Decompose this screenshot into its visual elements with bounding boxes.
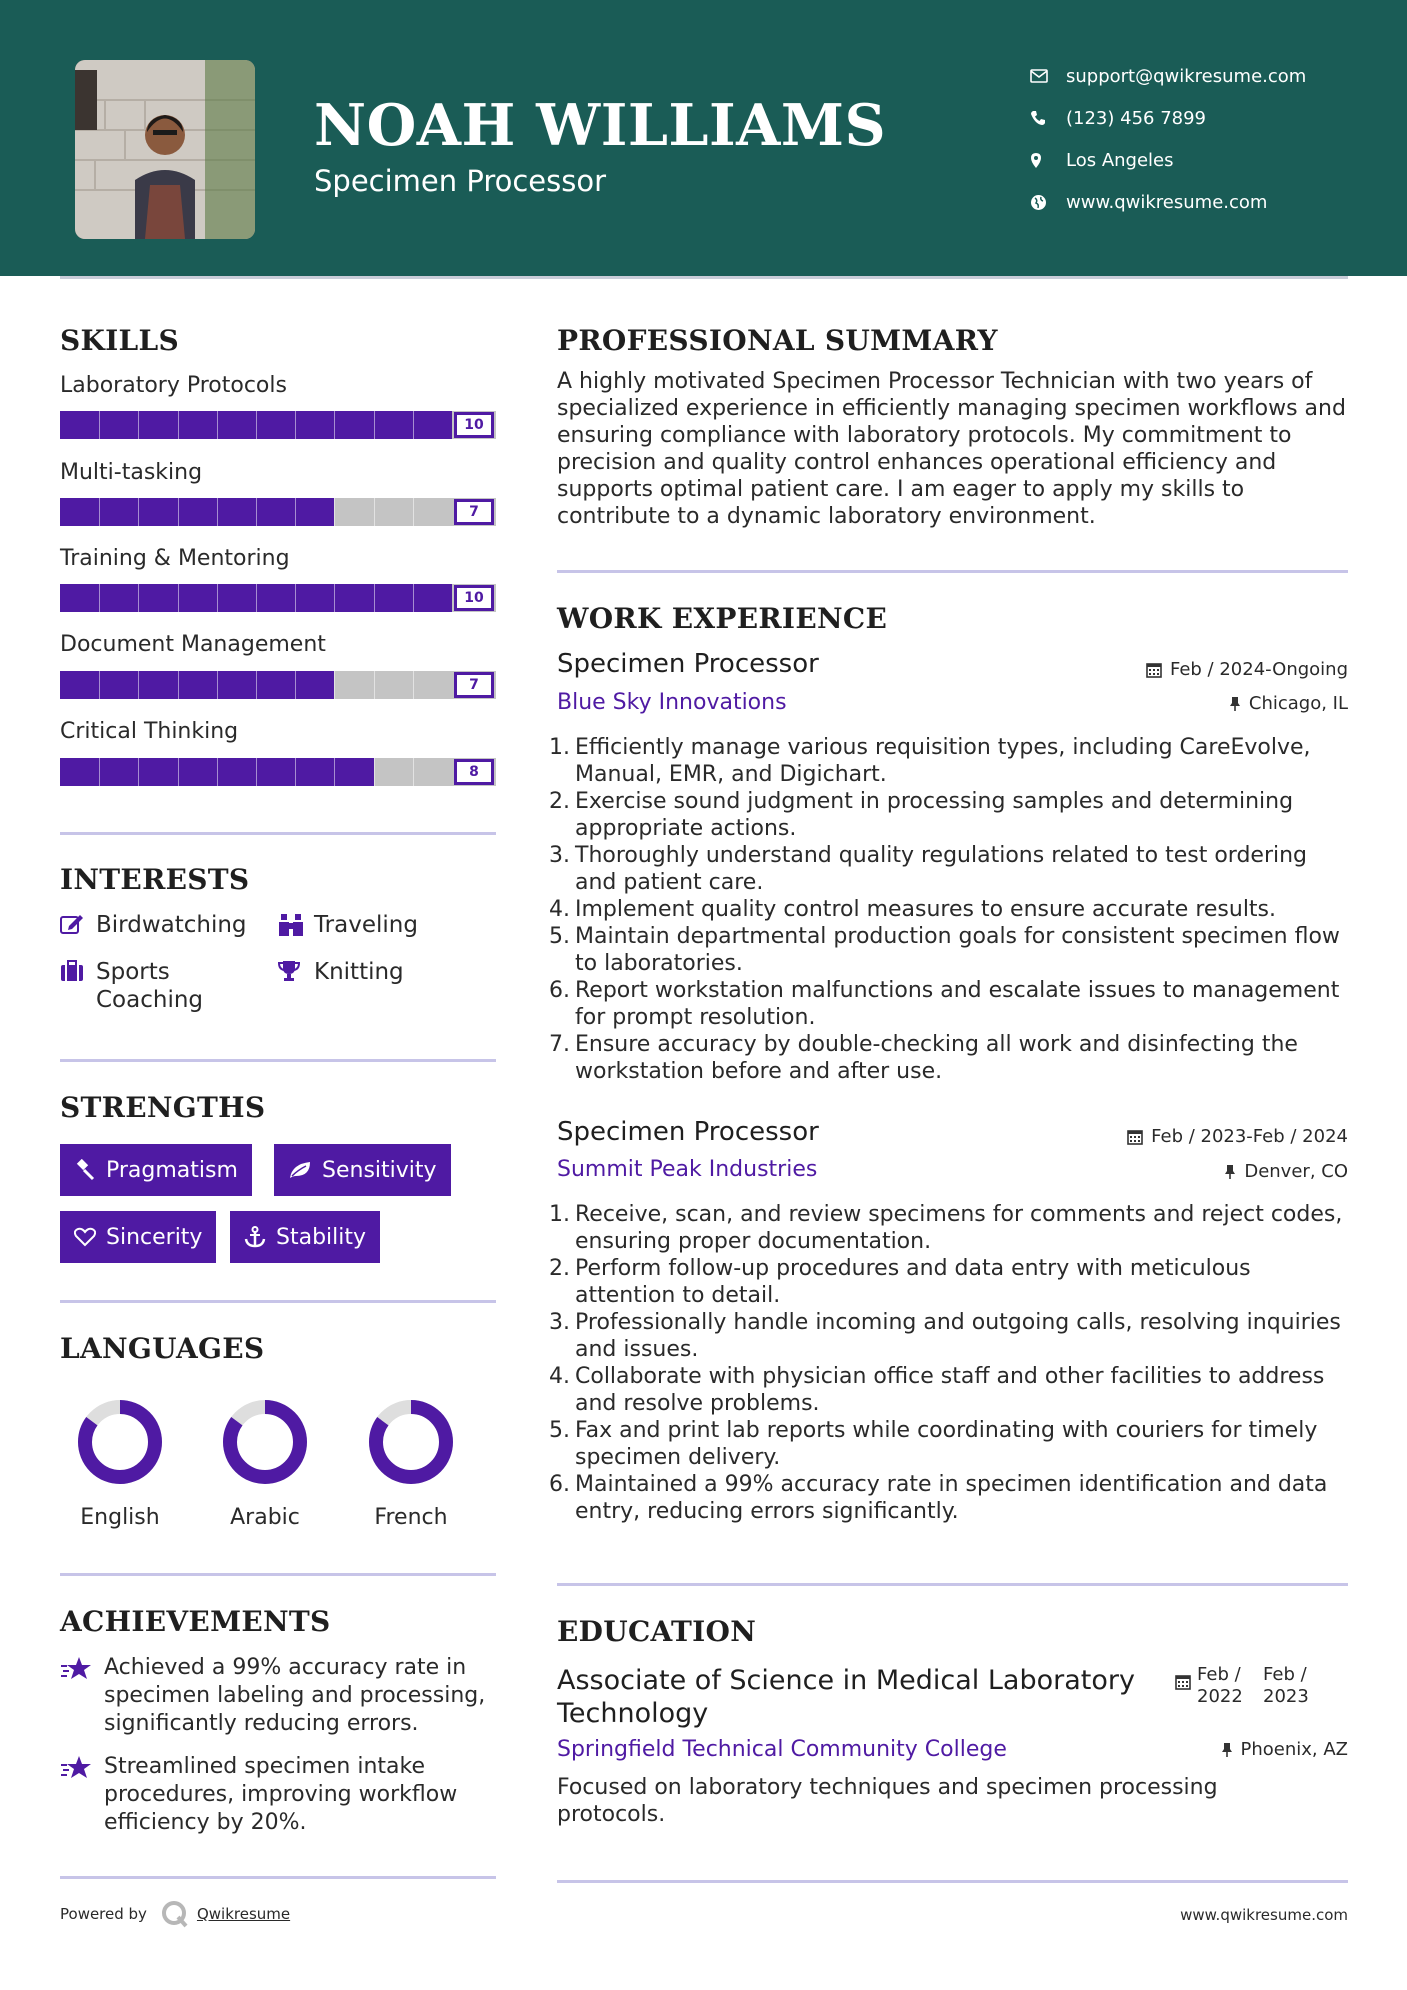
skill-bar-segment	[413, 758, 414, 786]
contact-phone-text: (123) 456 7899	[1066, 107, 1207, 129]
contact-location-text: Los Angeles	[1066, 149, 1174, 171]
bullet-text: Efficiently manage various requisition types, including CareEvolve, Manual, EMR, and Digichart.	[575, 735, 1311, 787]
interest-item	[278, 911, 418, 943]
company-name: Summit Peak Industries	[557, 1157, 818, 1182]
skill-bar-segment	[374, 671, 375, 699]
bullet-text: Receive, scan, and review specimens for comments and reject codes, ensuring proper documentation.	[575, 1202, 1343, 1254]
skill-bar-segment	[374, 411, 375, 439]
skill-level-badge: 7	[454, 672, 494, 698]
bullet-text: Report workstation malfunctions and escalate issues to management for prompt resolution.	[575, 978, 1340, 1030]
section-divider	[60, 1573, 496, 1576]
job-bullets	[549, 1201, 1349, 1525]
edit-icon	[60, 911, 96, 941]
strength-label: Stability	[276, 1224, 367, 1250]
skill-bar-segment	[138, 671, 139, 699]
achievement-item	[60, 1654, 500, 1738]
contact-list	[1030, 55, 1306, 223]
skill-bar-segment	[178, 671, 179, 699]
skill-bar-segment	[334, 498, 335, 526]
language-item	[215, 1397, 315, 1530]
strength-pill	[60, 1144, 252, 1196]
skill-bar-segment	[99, 498, 100, 526]
skill-bar-segment	[256, 498, 257, 526]
education-dates	[1175, 1664, 1319, 1708]
pushpin-icon	[1221, 1742, 1233, 1758]
briefcase-icon	[60, 958, 96, 988]
section-divider	[557, 1583, 1348, 1586]
bullet-text: Thoroughly understand quality regulations related to test ordering and patient care.	[575, 843, 1308, 895]
list-item: 6. Report workstation malfunctions and escalate issues to management for prompt resolution.	[549, 977, 1349, 1031]
education-date-start: Feb / 2022	[1197, 1664, 1243, 1707]
interest-item	[278, 958, 404, 988]
list-item: 1. Efficiently manage various requisition types, including CareEvolve, Manual, EMR, and Digichart.	[549, 734, 1349, 788]
language-donut	[75, 1397, 165, 1487]
skill-bar-segment	[138, 758, 139, 786]
language-label: French	[374, 1505, 448, 1530]
strength-label: Pragmatism	[106, 1157, 238, 1183]
strength-label: Sincerity	[106, 1224, 203, 1250]
trophy-icon	[278, 958, 314, 988]
language-item	[70, 1397, 170, 1530]
skill-label: Document Management	[60, 632, 326, 657]
degree-title: Associate of Science in Medical Laboratory Technology	[557, 1665, 1135, 1729]
achievements-title: ACHIEVEMENTS	[60, 1605, 331, 1638]
achievement-item	[60, 1753, 500, 1837]
bullet-text: Implement quality control measures to ensure accurate results.	[575, 897, 1277, 922]
skill-bar	[60, 671, 496, 699]
skill-bar-segment	[413, 498, 414, 526]
list-item: 4. Implement quality control measures to ensure accurate results.	[549, 897, 1277, 922]
skill-bar-segment	[217, 498, 218, 526]
skill-level-badge: 10	[454, 412, 494, 438]
languages-title: LANGUAGES	[60, 1332, 265, 1365]
skill-bar-segment	[334, 411, 335, 439]
star-icon	[60, 1753, 104, 1837]
footer-url[interactable]: www.qwikresume.com	[1180, 1906, 1348, 1924]
list-item: 2. Exercise sound judgment in processing samples and determining appropriate actions.	[549, 788, 1349, 842]
qwikresume-logo-icon	[161, 1900, 189, 1928]
skill-bar-fill	[60, 498, 334, 526]
job-location	[1229, 693, 1348, 714]
bullet-text: Perform follow-up procedures and data entry with meticulous attention to detail.	[575, 1256, 1251, 1308]
strength-label: Sensitivity	[322, 1157, 437, 1183]
strength-pill	[230, 1211, 380, 1263]
skill-bar-segment	[217, 584, 218, 612]
map-pin-icon	[1030, 152, 1066, 169]
list-item: 2. Perform follow-up procedures and data entry with meticulous attention to detail.	[549, 1255, 1349, 1309]
strength-pill	[274, 1144, 451, 1196]
skill-bar-segment	[413, 671, 414, 699]
job-location-text: Chicago, IL	[1248, 693, 1348, 714]
list-item: 4. Collaborate with physician office staff and other facilities to address and resolve problems.	[549, 1363, 1349, 1417]
skill-bar-segment	[138, 584, 139, 612]
list-item: 1. Receive, scan, and review specimens for comments and reject codes, ensuring proper documentation.	[549, 1201, 1349, 1255]
skill-bar-segment	[178, 411, 179, 439]
candidate-role: Specimen Processor	[314, 164, 607, 198]
section-divider	[60, 1059, 496, 1062]
skill-label: Multi-tasking	[60, 460, 203, 485]
interest-label: Birdwatching	[96, 912, 247, 938]
skill-bar-segment	[374, 584, 375, 612]
phone-icon	[1030, 110, 1066, 126]
education-date-end: Feb / 2023	[1263, 1664, 1309, 1707]
section-divider	[557, 570, 1348, 573]
contact-website-text: www.qwikresume.com	[1066, 191, 1268, 213]
job-dates-text: Feb / 2024-Ongoing	[1169, 659, 1348, 680]
skill-bar-segment	[217, 411, 218, 439]
job-bullets	[549, 734, 1349, 1085]
list-item: 5. Maintain departmental production goals for consistent specimen flow to laboratories.	[549, 923, 1349, 977]
summary-text: A highly motivated Specimen Processor Technician with two years of specialized experience in efficiently managing specimen workflows and ensuring compliance with laboratory protocols. My commitment to precision and quality control enhances operational efficiency and supports optimal patient care. I am eager to apply my skills to contribute to a dynamic laboratory environment.	[557, 369, 1346, 529]
skill-bar	[60, 758, 496, 786]
section-divider	[60, 1876, 496, 1879]
leaf-icon	[288, 1160, 312, 1180]
header-divider	[60, 276, 1348, 279]
binoculars-icon	[278, 911, 314, 943]
language-donut	[220, 1397, 310, 1487]
skill-bar-segment	[334, 671, 335, 699]
list-item: 5. Fax and print lab reports while coordinating with couriers for timely specimen delivery.	[549, 1417, 1349, 1471]
bullet-text: Professionally handle incoming and outgoing calls, resolving inquiries and issues.	[575, 1310, 1341, 1362]
bullet-text: Collaborate with physician office staff and other facilities to address and resolve problems.	[575, 1364, 1325, 1416]
list-item: 3. Thoroughly understand quality regulations related to test ordering and patient care.	[549, 842, 1349, 896]
skill-bar-segment	[295, 584, 296, 612]
job-location	[1224, 1161, 1348, 1182]
section-divider	[60, 832, 496, 835]
company-name: Blue Sky Innovations	[557, 690, 787, 715]
section-divider	[557, 1880, 1348, 1883]
interest-item	[60, 911, 247, 941]
language-label: English	[80, 1505, 160, 1530]
strengths-title: STRENGTHS	[60, 1091, 266, 1124]
skill-bar	[60, 498, 496, 526]
strength-pill	[60, 1211, 216, 1263]
language-label: Arabic	[230, 1505, 300, 1530]
skill-level-badge: 8	[454, 759, 494, 785]
bullet-text: Exercise sound judgment in processing samples and determining appropriate actions.	[575, 789, 1294, 841]
interest-item	[60, 958, 260, 1014]
skill-bar-segment	[217, 758, 218, 786]
achievement-text: Streamlined specimen intake procedures, improving workflow efficiency by 20%.	[104, 1754, 458, 1835]
skill-bar-segment	[256, 671, 257, 699]
gavel-icon	[74, 1159, 96, 1181]
footer-powered-by	[60, 1900, 290, 1928]
skill-bar-segment	[413, 584, 414, 612]
job-location-text: Denver, CO	[1244, 1161, 1348, 1182]
skill-level-badge: 10	[454, 585, 494, 611]
interest-label: Sports Coaching	[96, 959, 204, 1013]
pushpin-icon	[1229, 696, 1241, 712]
job-dates	[1146, 659, 1348, 680]
skill-bar-segment	[374, 498, 375, 526]
globe-icon	[1030, 194, 1066, 211]
job-dates-text: Feb / 2023-Feb / 2024	[1151, 1126, 1348, 1147]
skill-bar-segment	[99, 758, 100, 786]
skill-bar-segment	[295, 671, 296, 699]
resume-header	[0, 0, 1407, 276]
skill-bar-segment	[99, 584, 100, 612]
skill-bar-segment	[178, 758, 179, 786]
brand-link[interactable]: Qwikresume	[196, 1905, 291, 1923]
achievement-text: Achieved a 99% accuracy rate in specimen labeling and processing, significantly reducing errors.	[104, 1655, 486, 1736]
interests-title: INTERESTS	[60, 863, 250, 896]
language-donut	[366, 1397, 456, 1487]
calendar-icon	[1127, 1129, 1143, 1145]
job-dates	[1127, 1126, 1348, 1147]
education-title: EDUCATION	[557, 1615, 757, 1648]
calendar-icon	[1175, 1664, 1191, 1708]
skill-label: Critical Thinking	[60, 719, 239, 744]
section-divider	[60, 1300, 496, 1303]
skill-bar-segment	[138, 498, 139, 526]
candidate-name: NOAH WILLIAMS	[314, 92, 887, 159]
pushpin-icon	[1224, 1164, 1236, 1180]
star-icon	[60, 1654, 104, 1738]
experience-title: WORK EXPERIENCE	[557, 602, 888, 635]
skill-bar-segment	[178, 584, 179, 612]
list-item: 7. Ensure accuracy by double-checking all work and disinfecting the workstation before and after use.	[549, 1031, 1349, 1085]
contact-location	[1030, 139, 1306, 181]
contact-email[interactable]	[1030, 55, 1306, 97]
bullet-text: Maintain departmental production goals for consistent specimen flow to laboratories.	[575, 924, 1340, 976]
skill-bar-segment	[217, 671, 218, 699]
education-location	[1221, 1739, 1349, 1760]
skill-bar-segment	[374, 758, 375, 786]
interest-label: Knitting	[314, 959, 404, 985]
summary-title: PROFESSIONAL SUMMARY	[557, 324, 998, 357]
skill-bar-segment	[138, 411, 139, 439]
job-title: Specimen Processor	[557, 1117, 819, 1147]
skill-bar-fill	[60, 671, 334, 699]
bullet-text: Maintained a 99% accuracy rate in specimen identification and data entry, reducing errors significantly.	[575, 1472, 1328, 1524]
job-title: Specimen Processor	[557, 649, 819, 679]
contact-website[interactable]	[1030, 181, 1306, 223]
list-item: 3. Professionally handle incoming and outgoing calls, resolving inquiries and issues.	[549, 1309, 1349, 1363]
school-name: Springfield Technical Community College	[557, 1737, 1007, 1762]
skill-bar-segment	[99, 411, 100, 439]
skill-bar-segment	[334, 584, 335, 612]
skill-label: Laboratory Protocols	[60, 373, 287, 398]
profile-photo	[75, 60, 255, 239]
education-location-text: Phoenix, AZ	[1240, 1739, 1348, 1760]
bullet-text: Ensure accuracy by double-checking all work and disinfecting the workstation before and after use.	[575, 1032, 1298, 1084]
calendar-icon	[1146, 662, 1162, 678]
skill-bar-segment	[178, 498, 179, 526]
anchor-icon	[244, 1226, 266, 1248]
contact-email-text: support@qwikresume.com	[1066, 65, 1307, 87]
skill-bar-segment	[413, 411, 414, 439]
skill-bar-segment	[99, 671, 100, 699]
skill-label: Training & Mentoring	[60, 546, 290, 571]
bullet-text: Fax and print lab reports while coordinating with couriers for timely specimen delivery.	[575, 1418, 1318, 1470]
language-item	[361, 1397, 461, 1530]
skill-bar-segment	[256, 758, 257, 786]
interest-label: Traveling	[314, 912, 418, 938]
contact-phone[interactable]	[1030, 97, 1306, 139]
list-item: 6. Maintained a 99% accuracy rate in specimen identification and data entry, reducing errors significantly.	[549, 1471, 1349, 1525]
skill-level-badge: 7	[454, 499, 494, 525]
skill-bar-segment	[295, 758, 296, 786]
skills-title: SKILLS	[60, 324, 180, 357]
skill-bar	[60, 411, 496, 439]
skill-bar-segment	[295, 411, 296, 439]
skill-bar-segment	[334, 758, 335, 786]
skill-bar-segment	[295, 498, 296, 526]
skill-bar-segment	[256, 411, 257, 439]
envelope-icon	[1030, 69, 1066, 83]
heart-icon	[74, 1227, 96, 1247]
education-description: Focused on laboratory techniques and specimen processing protocols.	[557, 1775, 1218, 1827]
skill-bar	[60, 584, 496, 612]
powered-by-text: Powered by	[60, 1905, 147, 1923]
skill-bar-segment	[256, 584, 257, 612]
